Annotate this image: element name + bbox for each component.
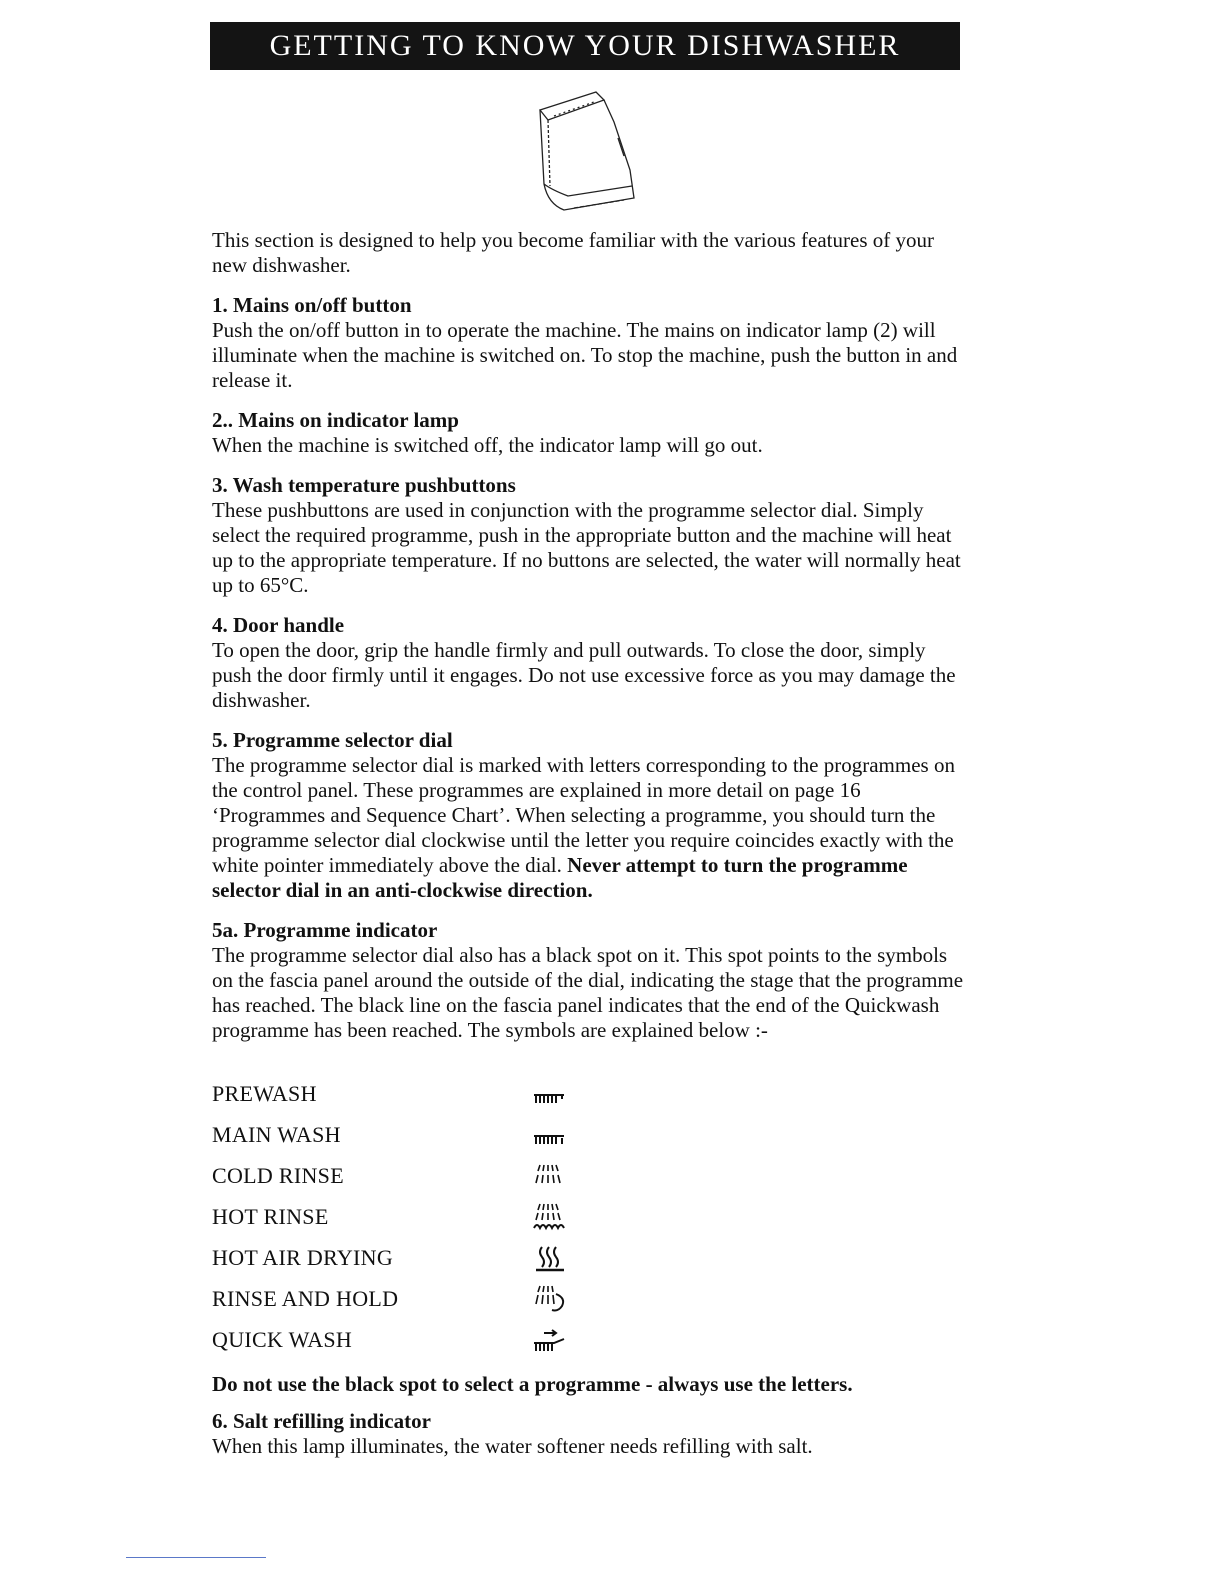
prewash-icon [532, 1079, 572, 1109]
symbol-name: COLD RINSE [212, 1163, 344, 1188]
section-temperature-buttons [212, 473, 964, 598]
section-selector-dial [212, 728, 964, 903]
section-body: When the machine is switched off, the indicator lamp will go out. [212, 433, 763, 457]
section-heading: 1. Mains on/off button [212, 293, 412, 317]
section-indicator-lamp [212, 408, 964, 458]
cold-rinse-icon [532, 1161, 572, 1191]
section-body-warning: Never attempt to turn the programme selector dial in an anti-clockwise direction. [212, 853, 908, 902]
rinse-and-hold-icon [532, 1284, 572, 1314]
symbol-list [212, 1073, 964, 1360]
footer-rule [126, 1557, 266, 1558]
symbol-name: HOT AIR DRYING [212, 1245, 394, 1270]
hot-rinse-icon [532, 1202, 572, 1232]
section-body: To open the door, grip the handle firmly and pull outwards. To close the door, simply push the door firmly until it engages. Do not use excessive force as you may damage the dishwasher. [212, 638, 956, 712]
main-wash-icon [532, 1120, 572, 1150]
black-spot-warning: Do not use the black spot to select a programme - always use the letters. [212, 1372, 853, 1396]
section-mains-button [212, 293, 964, 393]
symbol-row [212, 1155, 964, 1196]
section-body [212, 753, 964, 903]
symbol-row [212, 1319, 964, 1360]
symbol-name: RINSE AND HOLD [212, 1286, 399, 1311]
page-title: GETTING TO KNOW YOUR DISHWASHER [269, 29, 901, 62]
dishwasher-illustration [534, 86, 644, 216]
section-body: When this lamp illuminates, the water softener needs refilling with salt. [212, 1434, 813, 1458]
symbol-name: MAIN WASH [212, 1122, 341, 1147]
document-body [212, 228, 964, 1474]
symbol-row [212, 1237, 964, 1278]
hot-air-drying-icon [532, 1243, 572, 1273]
symbol-row [212, 1278, 964, 1319]
section-heading: 6. Salt refilling indicator [212, 1409, 431, 1433]
section-body: The programme selector dial also has a black spot on it. This spot points to the symbols on the fascia panel around the outside of the dial, indicating the stage that the programme has reached. The black line on the fascia panel indicates that the end of the Quickwash programme has been reached. The symbols are explained below :- [212, 943, 964, 1042]
section-body-text: The programme selector dial is marked with letters corresponding to the programmes on the control panel. These programmes are explained in more detail on page 16 ‘Programmes and Sequence Chart’. When selecting a programme, you should turn the programme selector dial clockwise until the letter you require coincides exactly with the white pointer immediately above the dial. [212, 753, 955, 877]
section-body: These pushbuttons are used in conjunction with the programme selector dial. Simply select the required programme, push in the appropriate button and the machine will heat up to the appropriate temperature. If no buttons are selected, the water will normally heat up to 65°C. [212, 498, 961, 597]
section-body: Push the on/off button in to operate the machine. The mains on indicator lamp (2) will illuminate when the machine is switched on. To stop the machine, push the button in and release it. [212, 318, 958, 392]
section-heading: 4. Door handle [212, 613, 345, 637]
page-banner [210, 22, 960, 70]
section-heading: 3. Wash temperature pushbuttons [212, 473, 516, 497]
section-programme-indicator [212, 918, 964, 1043]
section-heading: 5. Programme selector dial [212, 728, 453, 752]
symbol-row [212, 1073, 964, 1114]
section-heading: 2.. Mains on indicator lamp [212, 408, 459, 432]
section-salt-indicator [212, 1409, 964, 1459]
symbol-row [212, 1114, 964, 1155]
symbol-name: PREWASH [212, 1081, 317, 1106]
section-heading: 5a. Programme indicator [212, 918, 438, 942]
quick-wash-icon [532, 1325, 572, 1355]
symbol-row [212, 1196, 964, 1237]
symbol-name: QUICK WASH [212, 1327, 353, 1352]
section-door-handle [212, 613, 964, 713]
symbol-name: HOT RINSE [212, 1204, 329, 1229]
intro-paragraph: This section is designed to help you become familiar with the various features of your new dishwasher. [212, 228, 934, 277]
